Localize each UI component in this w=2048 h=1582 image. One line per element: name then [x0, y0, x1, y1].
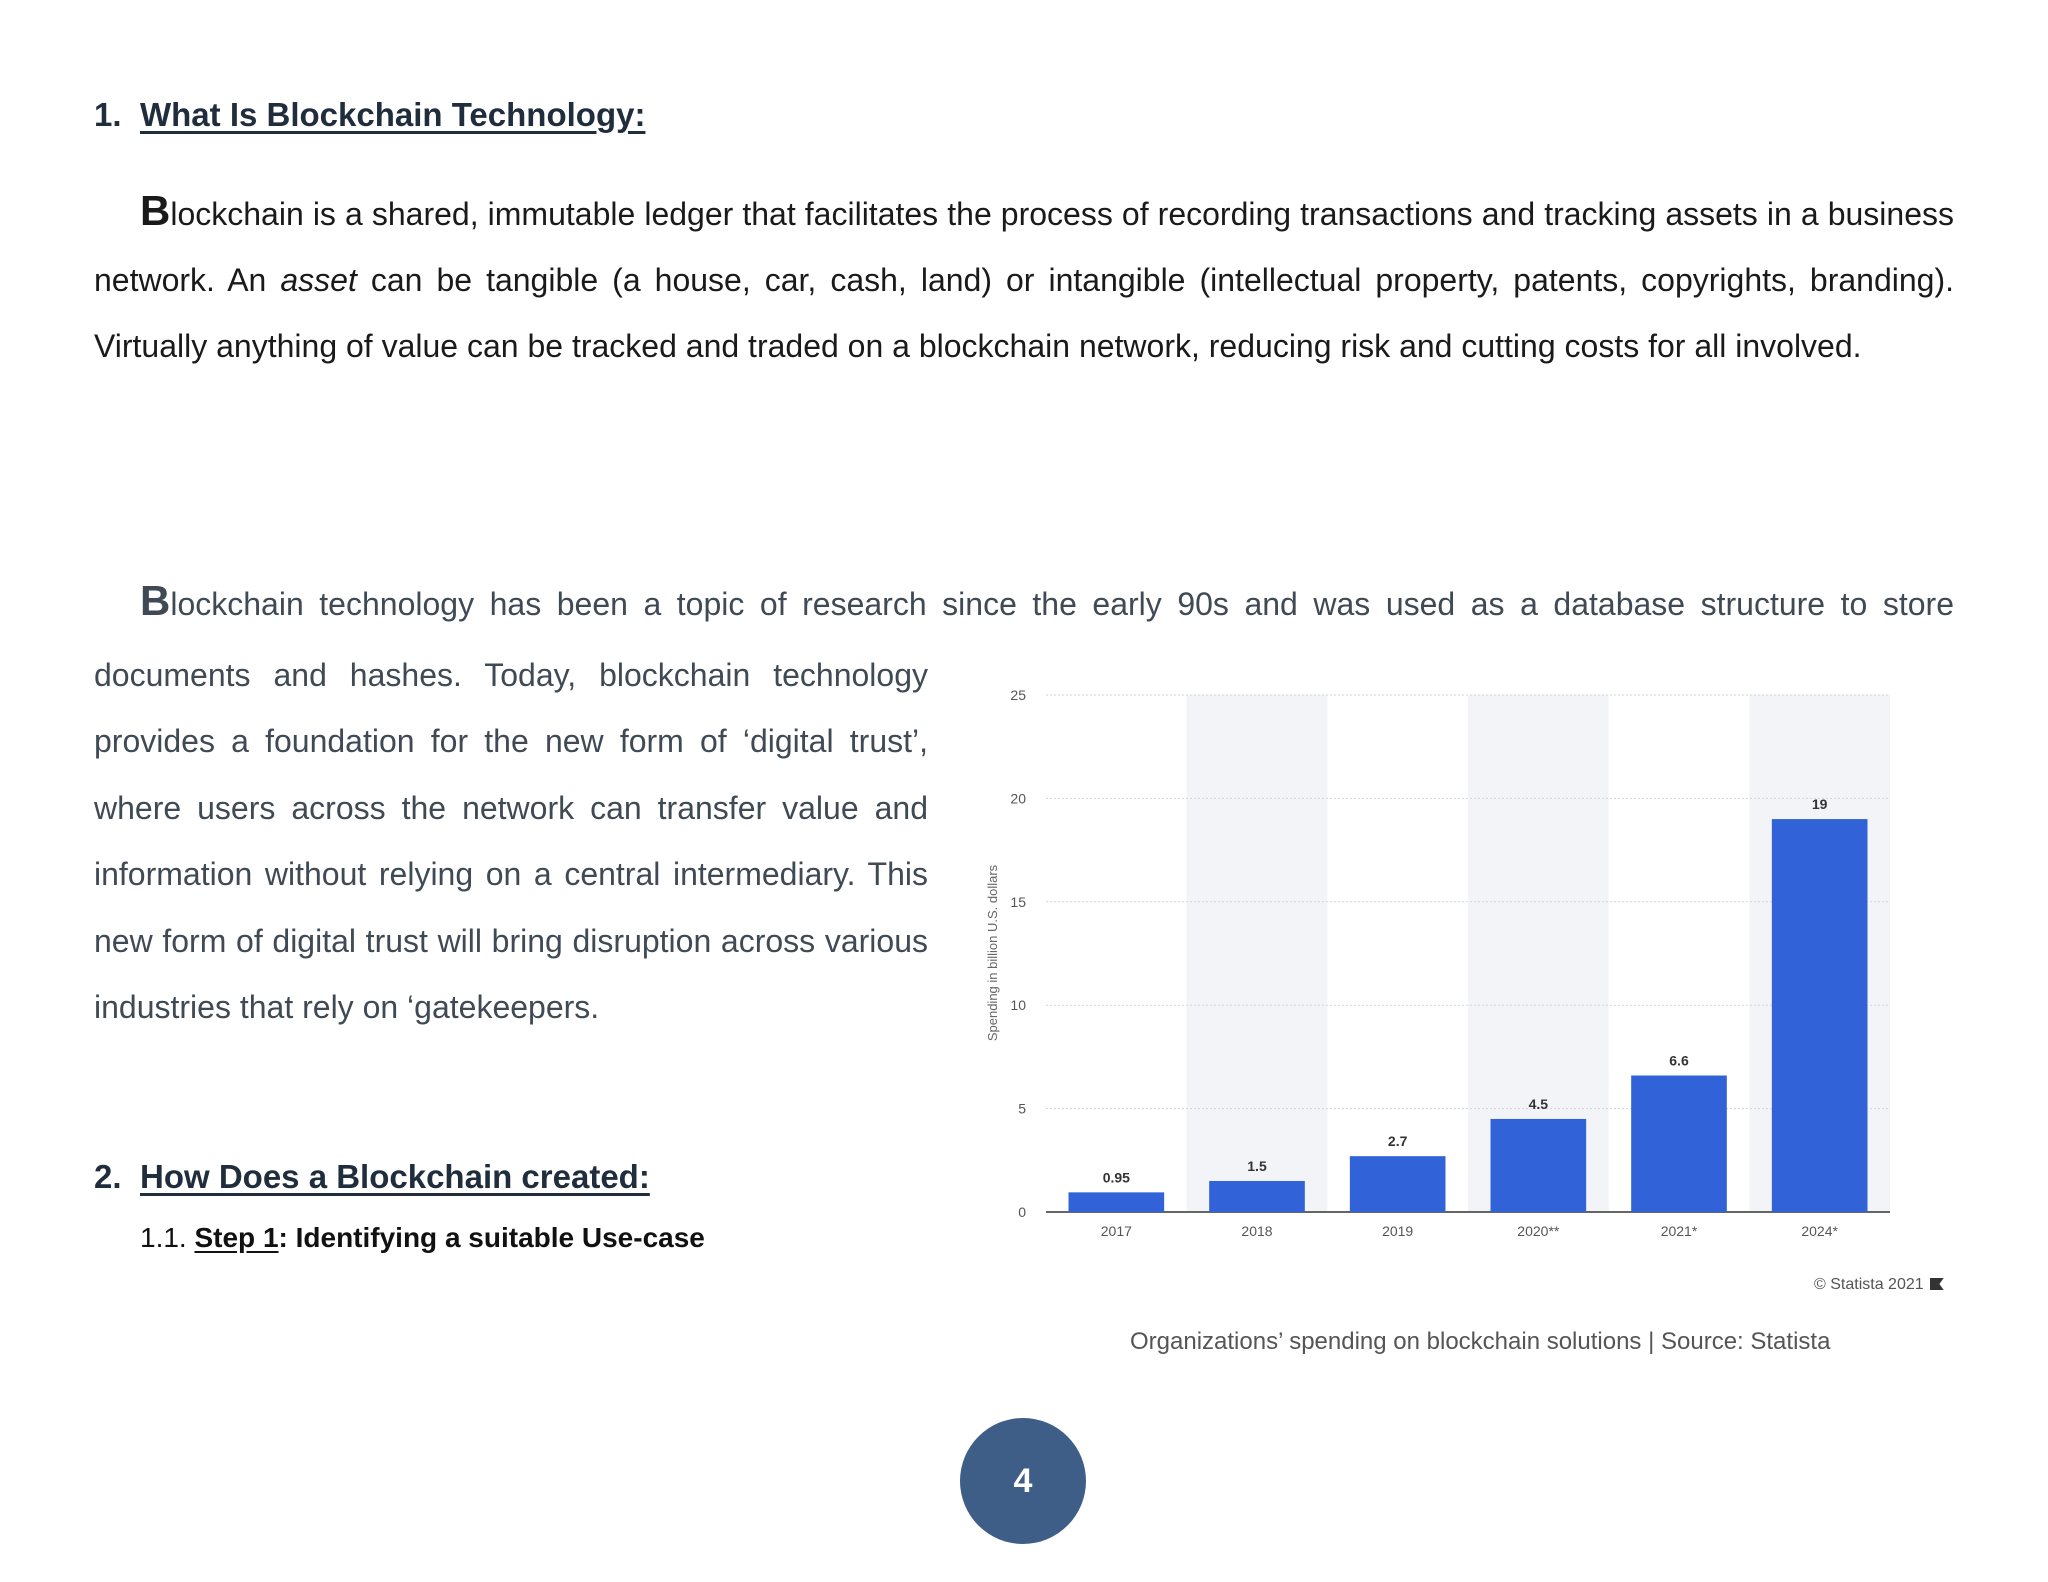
bar: [1491, 1119, 1587, 1212]
section-2-number: 2.: [94, 1158, 122, 1195]
credit-text: © Statista 2021: [1814, 1276, 1924, 1293]
flag-icon[interactable]: [1930, 1278, 1944, 1290]
y-tick-label: 20: [1010, 790, 1026, 807]
y-tick-label: 15: [1010, 893, 1026, 910]
chart-caption: Organizations’ spending on blockchain solutions | Source: Statista: [1130, 1328, 1831, 1355]
spending-bar-chart: [970, 660, 1970, 1310]
bar: [1069, 1192, 1165, 1212]
section-1-number: 1.: [94, 96, 122, 133]
x-tick-label: 2019: [1382, 1223, 1414, 1239]
bar-value-label: 6.6: [1669, 1052, 1689, 1069]
x-tick-label: 2017: [1100, 1223, 1132, 1239]
y-tick-label: 5: [1018, 1100, 1026, 1117]
x-tick-label: 2020**: [1517, 1223, 1560, 1239]
x-tick-label: 2024*: [1801, 1223, 1838, 1239]
section-2-title: How Does a Blockchain created:: [140, 1158, 650, 1195]
y-axis-label: Spending in billion U.S. dollars: [985, 864, 1000, 1042]
x-tick-label: 2021*: [1660, 1223, 1698, 1239]
para1-text-b: can be tangible (a house, car, cash, land) or intangible (intellectual property, patents, copyrights, branding). Virtually anything of value can be tracked and traded on a blockchain network, reducing risk and cutting costs for all involved.: [94, 262, 1954, 364]
y-tick-label: 0: [1018, 1204, 1026, 1220]
dropcap: B: [140, 187, 171, 234]
subsection-step: Step 1: [194, 1222, 279, 1253]
subsection-heading: [140, 1222, 705, 1254]
y-tick-label: 10: [1010, 997, 1026, 1014]
bar-value-label: 0.95: [1102, 1169, 1130, 1186]
subsection-title: : Identifying a suitable Use-case: [278, 1222, 705, 1253]
para2-first-line: lockchain technology has been a topic of research since the early 90s and was used as a database structure to store: [170, 586, 1954, 622]
bar-value-label: 19: [1811, 796, 1828, 813]
page-number-badge: 4: [960, 1418, 1086, 1544]
section-1-heading: [94, 96, 645, 134]
subsection-number: 1.1.: [140, 1222, 187, 1253]
paragraph-research-first-line: [94, 568, 1954, 637]
chart-svg: [970, 660, 1970, 1310]
para1-text-a: lockchain is a shared, immutable ledger that facilitates the process of recording transactions and tracking assets in a business network. An: [94, 196, 1954, 298]
chart-band: [1187, 695, 1328, 1212]
x-tick-label: 2018: [1241, 1223, 1273, 1239]
bar-value-label: 2.7: [1387, 1133, 1408, 1150]
bar: [1350, 1156, 1446, 1212]
paragraph-research-body: documents and hashes. Today, blockchain technology provides a foundation for the new form of ‘digital trust’, where users across the network can transfer value and information without relying on a central intermediary. This new form of digital trust will bring disruption across various industries that rely on ‘gatekeepers.: [94, 657, 928, 1026]
statista-credit[interactable]: [1814, 1276, 1944, 1294]
section-1-title: What Is Blockchain Technology:: [140, 96, 646, 133]
bar: [1209, 1181, 1305, 1212]
bar: [1631, 1076, 1727, 1212]
para1-italic-asset: asset: [280, 262, 357, 298]
bar: [1772, 819, 1868, 1212]
paragraph-blockchain-definition: [94, 178, 1954, 379]
dropcap: B: [140, 577, 171, 624]
section-2-heading: [94, 1158, 650, 1196]
bar-value-label: 4.5: [1528, 1095, 1549, 1112]
y-tick-label: 25: [1010, 687, 1026, 703]
bar-value-label: 1.5: [1247, 1157, 1267, 1174]
